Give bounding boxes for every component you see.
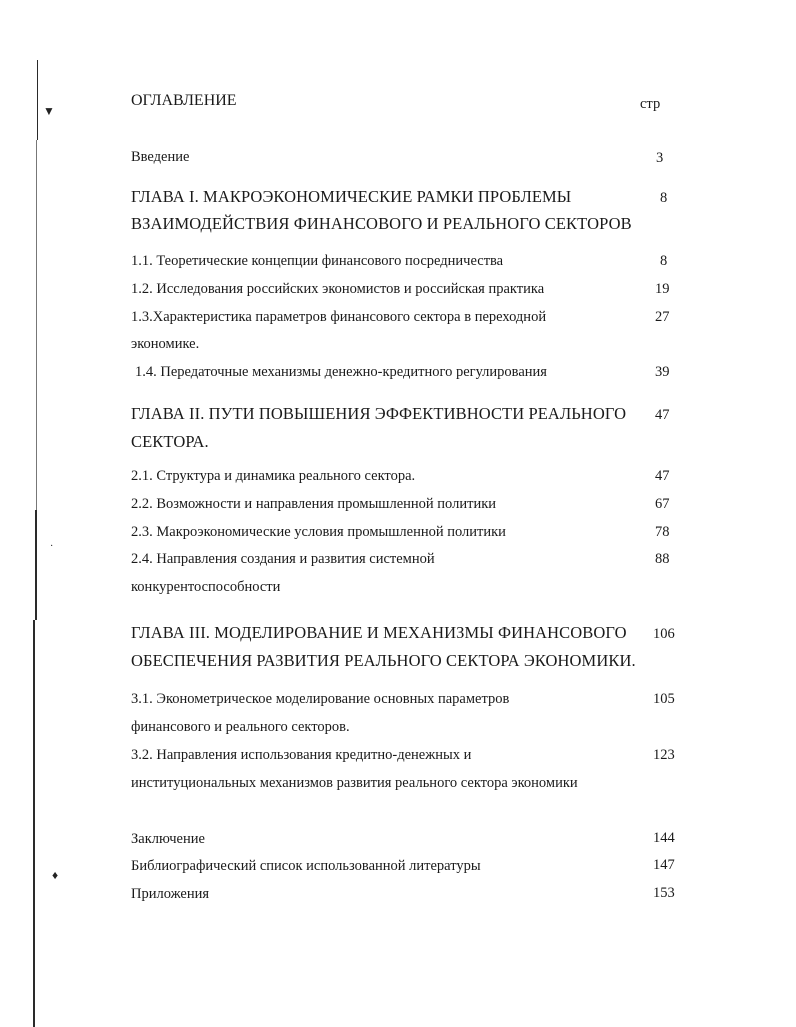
scan-arrow-mark: ▼	[43, 104, 55, 118]
scan-edge-line	[37, 60, 38, 140]
toc-appendices-label: Приложения	[131, 886, 210, 902]
chapter-heading: ГЛАВА I. МАКРОЭКОНОМИЧЕСКИЕ РАМКИ ПРОБЛЕМЫ	[131, 187, 572, 206]
section-page: 8	[660, 253, 668, 269]
toc-bibliography-page: 147	[653, 857, 675, 873]
section-entry: 1.1. Теоретические концепции финансового посредничества	[131, 253, 504, 269]
section-entry: 2.4. Направления создания и развития системной	[131, 551, 435, 567]
section-entry: 1.3.Характеристика параметров финансового сектора в переходной	[131, 309, 547, 325]
toc-intro-label: Введение	[131, 149, 190, 165]
section-entry: 2.2. Возможности и направления промышленной политики	[131, 496, 497, 512]
chapter-page: 8	[660, 190, 668, 206]
section-entry-continued: финансового и реального секторов.	[131, 719, 350, 735]
toc-conclusion-page: 144	[653, 830, 675, 846]
section-entry: 3.2. Направления использования кредитно-денежных и	[131, 747, 472, 763]
section-page: 78	[655, 524, 670, 540]
chapter-heading: ГЛАВА III. МОДЕЛИРОВАНИЕ И МЕХАНИЗМЫ ФИНАНСОВОГО	[131, 623, 627, 642]
scan-edge-line	[36, 140, 37, 540]
toc-bibliography-label: Библиографический список использованной литературы	[131, 858, 481, 874]
scan-dot-mark: ♦	[52, 868, 59, 882]
chapter-heading: ГЛАВА II. ПУТИ ПОВЫШЕНИЯ ЭФФЕКТИВНОСТИ РЕАЛЬНОГО	[131, 404, 627, 423]
scan-dot-mark: ·	[50, 541, 54, 552]
section-page: 105	[653, 691, 675, 707]
toc-conclusion-label: Заключение	[131, 831, 205, 847]
toc-appendices-page: 153	[653, 885, 675, 901]
page-column-header: стр	[640, 96, 661, 112]
section-entry-continued: конкурентоспособности	[131, 579, 281, 595]
chapter-heading: ОБЕСПЕЧЕНИЯ РАЗВИТИЯ РЕАЛЬНОГО СЕКТОРА ЭКОНОМИКИ.	[131, 651, 636, 670]
section-page: 27	[655, 309, 670, 325]
section-page: 47	[655, 468, 670, 484]
scan-edge-line	[35, 510, 37, 620]
section-entry-continued: экономике.	[131, 336, 200, 352]
chapter-page: 106	[653, 626, 675, 642]
section-entry: 2.1. Структура и динамика реального сектора.	[131, 468, 416, 484]
toc-intro-page: 3	[656, 150, 664, 166]
section-entry-continued: институциональных механизмов развития реального сектора экономики	[131, 775, 578, 791]
section-page: 88	[655, 551, 670, 567]
section-page: 123	[653, 747, 675, 763]
scan-edge-line	[33, 620, 35, 1027]
section-page: 39	[655, 364, 670, 380]
section-entry: 3.1. Эконометрическое моделирование основных параметров	[131, 691, 510, 707]
section-entry: 2.3. Макроэкономические условия промышленной политики	[131, 524, 506, 540]
section-entry: 1.4. Передаточные механизмы денежно-кредитного регулирования	[135, 364, 547, 380]
section-page: 67	[655, 496, 670, 512]
chapter-heading: СЕКТОРА.	[131, 432, 209, 451]
section-entry: 1.2. Исследования российских экономистов и российская практика	[131, 281, 545, 297]
chapter-page: 47	[655, 407, 670, 423]
toc-title: ОГЛАВЛЕНИЕ	[131, 92, 237, 109]
section-page: 19	[655, 281, 670, 297]
chapter-heading: ВЗАИМОДЕЙСТВИЯ ФИНАНСОВОГО И РЕАЛЬНОГО СЕКТОРОВ	[131, 214, 632, 233]
